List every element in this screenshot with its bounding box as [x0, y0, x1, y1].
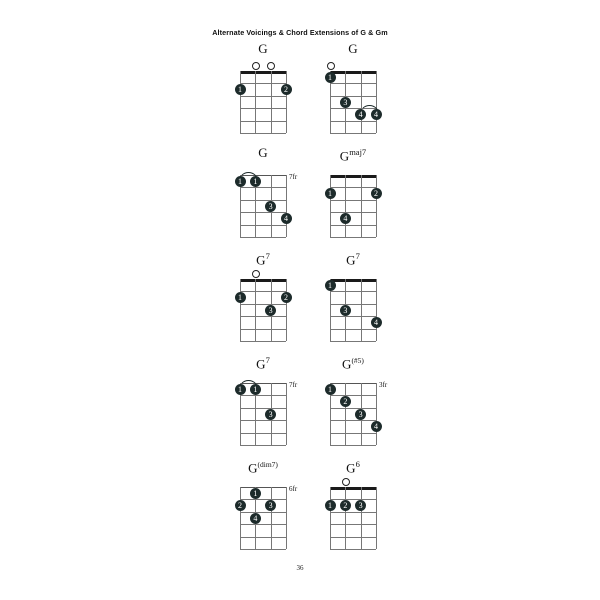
finger-dot: 1 — [235, 384, 246, 395]
chord-cell — [218, 146, 308, 250]
fret-position-label: 7fr — [289, 173, 298, 181]
fret-line — [240, 341, 286, 342]
finger-dot: 3 — [265, 500, 276, 511]
fret-line — [240, 212, 286, 213]
string-line — [376, 487, 377, 549]
chord-name: $G^7$ — [256, 355, 270, 372]
string-line — [345, 383, 346, 445]
fret-line — [240, 329, 286, 330]
string-line — [286, 71, 287, 133]
chord-diagram — [240, 279, 286, 341]
finger-dot: 4 — [281, 213, 292, 224]
nut-line — [330, 279, 376, 282]
string-line — [345, 175, 346, 237]
string-line — [271, 487, 272, 549]
fret-line — [240, 121, 286, 122]
finger-dot: 1 — [235, 292, 246, 303]
finger-dot: 3 — [355, 500, 366, 511]
string-line — [255, 279, 256, 341]
fret-line — [240, 524, 286, 525]
fret-line — [240, 200, 286, 201]
string-line — [330, 487, 331, 549]
fret-position-label: 6fr — [289, 485, 298, 493]
finger-dot: 2 — [340, 500, 351, 511]
string-line — [361, 487, 362, 549]
chord-name: $G^{(dim7)}$ — [248, 460, 278, 476]
fret-line — [240, 445, 286, 446]
finger-dot: 4 — [371, 317, 382, 328]
string-line — [361, 175, 362, 237]
fret-line — [240, 433, 286, 434]
finger-dot: 1 — [250, 488, 261, 499]
fret-line — [330, 420, 376, 421]
fret-line — [330, 237, 376, 238]
finger-dot: 3 — [265, 201, 276, 212]
fret-line — [240, 395, 286, 396]
finger-dot: 1 — [250, 384, 261, 395]
fret-line — [330, 408, 376, 409]
string-line — [286, 487, 287, 549]
fret-line — [330, 316, 376, 317]
nut-line — [240, 71, 286, 74]
fret-line — [240, 237, 286, 238]
fret-position-label: 3fr — [379, 381, 388, 389]
finger-dot: 2 — [340, 396, 351, 407]
chord-cell — [308, 458, 398, 562]
chord-cell — [218, 42, 308, 146]
fret-line — [240, 316, 286, 317]
finger-dot: 4 — [371, 109, 382, 120]
finger-dot: 4 — [371, 421, 382, 432]
chord-name: $G^7$ — [256, 251, 270, 268]
finger-dot: 1 — [325, 500, 336, 511]
fret-line — [240, 225, 286, 226]
string-line — [240, 71, 241, 133]
fret-line — [330, 395, 376, 396]
fret-line — [330, 291, 376, 292]
string-line — [286, 383, 287, 445]
finger-dot: 4 — [340, 213, 351, 224]
finger-dot: 2 — [235, 500, 246, 511]
fret-line — [240, 83, 286, 84]
nut-line — [330, 71, 376, 74]
chord-diagram — [330, 71, 376, 133]
fret-line — [240, 187, 286, 188]
chord-diagram — [238, 485, 298, 549]
finger-dot: 2 — [371, 188, 382, 199]
fret-line — [330, 133, 376, 134]
finger-dot: 4 — [355, 109, 366, 120]
string-line — [376, 175, 377, 237]
fret-line — [240, 420, 286, 421]
finger-dot: 2 — [281, 84, 292, 95]
string-line — [330, 175, 331, 237]
string-line — [376, 279, 377, 341]
finger-dot: 3 — [340, 97, 351, 108]
fret-line — [330, 341, 376, 342]
fret-line — [240, 96, 286, 97]
chord-diagram — [328, 381, 388, 445]
chord-cell — [218, 354, 308, 458]
top-fret-line — [240, 487, 286, 488]
fret-line — [330, 512, 376, 513]
fret-line — [240, 499, 286, 500]
string-line — [361, 71, 362, 133]
chord-name: $G^7$ — [346, 251, 360, 268]
fret-line — [330, 121, 376, 122]
chord-cell — [308, 250, 398, 354]
finger-dot: 3 — [340, 305, 351, 316]
fret-line — [240, 408, 286, 409]
fret-line — [330, 537, 376, 538]
finger-dot: 1 — [325, 384, 336, 395]
chord-cell — [308, 354, 398, 458]
chord-name: $G^{(\#5)}$ — [342, 356, 364, 372]
finger-dot: 1 — [235, 84, 246, 95]
string-line — [361, 279, 362, 341]
chord-name: G — [348, 41, 358, 56]
string-line — [286, 279, 287, 341]
finger-dot: 2 — [281, 292, 292, 303]
chord-cell — [308, 146, 398, 250]
open-string-marker — [252, 62, 260, 70]
chord-diagram — [238, 173, 298, 237]
finger-dot: 1 — [235, 176, 246, 187]
fret-line — [330, 445, 376, 446]
string-line — [376, 71, 377, 133]
fret-line — [330, 499, 376, 500]
fret-line — [240, 291, 286, 292]
nut-line — [330, 487, 376, 490]
finger-dot: 3 — [265, 409, 276, 420]
string-line — [240, 279, 241, 341]
fret-line — [330, 187, 376, 188]
string-line — [345, 487, 346, 549]
nut-line — [240, 279, 286, 282]
fret-line — [330, 329, 376, 330]
nut-line — [330, 175, 376, 178]
open-string-marker — [252, 270, 260, 278]
chord-name: $G^6$ — [346, 459, 360, 476]
string-line — [255, 71, 256, 133]
fret-line — [240, 537, 286, 538]
fret-line — [330, 304, 376, 305]
finger-dot: 1 — [325, 72, 336, 83]
fret-line — [240, 549, 286, 550]
chord-name: G — [258, 41, 268, 56]
string-line — [286, 175, 287, 237]
finger-dot: 3 — [265, 305, 276, 316]
fret-line — [330, 96, 376, 97]
finger-dot: 1 — [250, 176, 261, 187]
fret-position-label: 7fr — [289, 381, 298, 389]
fret-line — [330, 524, 376, 525]
chord-name: G — [258, 145, 268, 160]
fret-line — [330, 433, 376, 434]
chord-diagram — [240, 71, 286, 133]
page-number: 36 — [296, 564, 304, 572]
chord-diagram — [330, 279, 376, 341]
fret-line — [240, 133, 286, 134]
string-line — [240, 487, 241, 549]
fret-line — [330, 200, 376, 201]
top-fret-line — [330, 383, 376, 384]
fret-line — [330, 225, 376, 226]
chord-grid — [218, 42, 398, 562]
fret-line — [240, 304, 286, 305]
string-line — [271, 71, 272, 133]
open-string-marker — [327, 62, 335, 70]
finger-dot: 4 — [250, 513, 261, 524]
page-title: Alternate Voicings & Chord Extensions of G & Gm — [212, 28, 388, 37]
chord-name: $G^{maj7}$ — [339, 147, 367, 164]
open-string-marker — [267, 62, 275, 70]
chord-diagram — [238, 381, 298, 445]
finger-dot: 1 — [325, 188, 336, 199]
open-string-marker — [342, 478, 350, 486]
fret-line — [330, 549, 376, 550]
chord-cell — [218, 250, 308, 354]
finger-dot: 3 — [355, 409, 366, 420]
chord-diagram — [330, 487, 376, 549]
fret-line — [240, 512, 286, 513]
chord-diagram — [330, 175, 376, 237]
string-line — [376, 383, 377, 445]
chord-cell — [218, 458, 308, 562]
fret-line — [240, 108, 286, 109]
chord-cell — [308, 42, 398, 146]
fret-line — [330, 212, 376, 213]
fret-line — [330, 83, 376, 84]
finger-dot: 1 — [325, 280, 336, 291]
